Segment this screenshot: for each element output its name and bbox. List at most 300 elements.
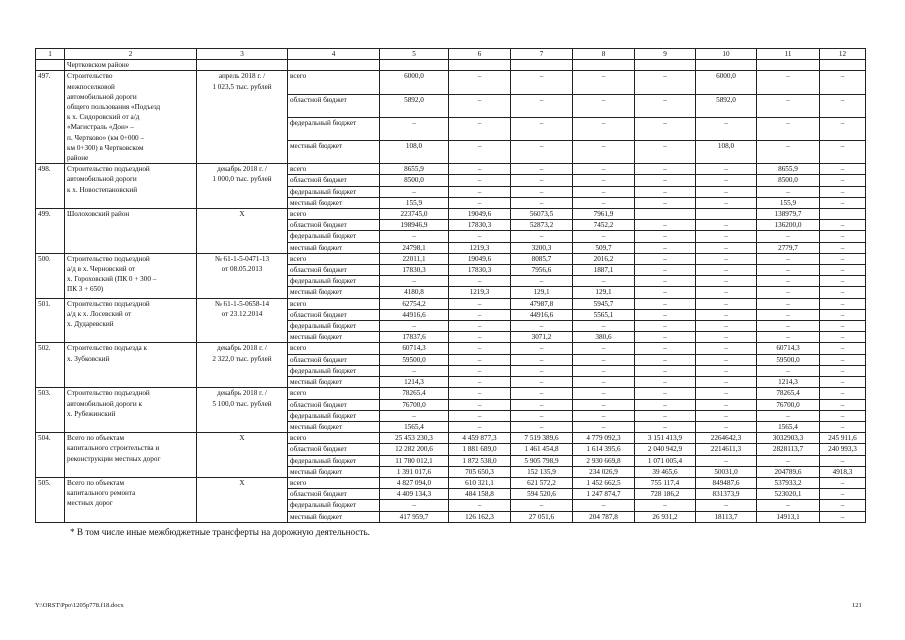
amount-cell: – bbox=[820, 197, 866, 208]
amount-cell: – bbox=[449, 354, 511, 365]
amount-cell: 1 391 017,6 bbox=[380, 466, 449, 477]
amount-cell: 50031,0 bbox=[696, 466, 757, 477]
amount-cell: – bbox=[757, 309, 820, 320]
project-info-line: 1 000,0 тыс. рублей bbox=[212, 175, 272, 184]
entry-number: 498. bbox=[36, 164, 65, 209]
amount-cell: – bbox=[511, 117, 573, 140]
amount-cell: 17830,3 bbox=[380, 265, 449, 276]
amount-cell: 1219,3 bbox=[449, 242, 511, 253]
amount-cell: – bbox=[757, 94, 820, 117]
amount-cell: – bbox=[820, 332, 866, 343]
amount-cell: 7452,2 bbox=[573, 220, 635, 231]
object-name-line: а/д к х. Лосевский от bbox=[67, 309, 132, 318]
amount-cell: 26 931,2 bbox=[635, 511, 696, 522]
amount-cell: – bbox=[696, 287, 757, 298]
amount-cell: – bbox=[696, 197, 757, 208]
amount-cell: 1 461 454,8 bbox=[511, 444, 573, 455]
project-info bbox=[197, 433, 288, 478]
amount-cell: 7961,9 bbox=[573, 209, 635, 220]
project-info-line: 1 023,5 тыс. рублей bbox=[212, 82, 272, 91]
object-name-line: общего пользования «Подъезд bbox=[67, 103, 161, 112]
amount-cell: – bbox=[757, 332, 820, 343]
amount-cell: 1 071 005,4 bbox=[635, 455, 696, 466]
amount-cell: – bbox=[757, 365, 820, 376]
amount-cell: – bbox=[449, 94, 511, 117]
object-name-line: автомобильной дороги bbox=[67, 92, 137, 101]
amount-cell: – bbox=[573, 276, 635, 287]
amount-cell: 417 959,7 bbox=[380, 511, 449, 522]
funding-source: областной бюджет bbox=[288, 309, 380, 320]
amount-cell: – bbox=[449, 186, 511, 197]
amount-cell: – bbox=[820, 276, 866, 287]
amount-cell: 4 827 094,0 bbox=[380, 477, 449, 488]
funding-source: областной бюджет bbox=[288, 489, 380, 500]
amount-cell: 52873,2 bbox=[511, 220, 573, 231]
amount-cell: 234 026,9 bbox=[573, 466, 635, 477]
object-name bbox=[65, 253, 197, 298]
amount-cell: 8085,7 bbox=[511, 253, 573, 264]
project-info-line: X bbox=[239, 434, 245, 443]
amount-cell: – bbox=[449, 332, 511, 343]
amount-cell: 8500,0 bbox=[380, 175, 449, 186]
amount-cell: – bbox=[635, 253, 696, 264]
amount-cell: 18113,7 bbox=[696, 511, 757, 522]
amount-cell: – bbox=[820, 265, 866, 276]
amount-cell: – bbox=[449, 117, 511, 140]
object-name bbox=[65, 209, 197, 254]
amount-cell: – bbox=[696, 410, 757, 421]
amount-cell: – bbox=[635, 94, 696, 117]
amount-cell: – bbox=[573, 231, 635, 242]
amount-cell: – bbox=[820, 343, 866, 354]
amount-cell: – bbox=[696, 455, 757, 466]
object-name-line: п. Чертково» (км 0+000 – bbox=[67, 133, 145, 142]
project-info bbox=[197, 477, 288, 522]
amount-cell: – bbox=[635, 197, 696, 208]
amount-cell: – bbox=[757, 410, 820, 421]
amount-cell: 5892,0 bbox=[380, 94, 449, 117]
amount-cell: – bbox=[449, 141, 511, 164]
entry-number: 500. bbox=[36, 253, 65, 298]
amount-cell: 6000,0 bbox=[380, 71, 449, 94]
column-number: 11 bbox=[757, 49, 820, 60]
entry-number: 504. bbox=[36, 433, 65, 478]
amount-cell: 17837,6 bbox=[380, 332, 449, 343]
funding-source: областной бюджет bbox=[288, 265, 380, 276]
amount-cell: – bbox=[449, 399, 511, 410]
funding-source: местный бюджет bbox=[288, 287, 380, 298]
amount-cell: – bbox=[511, 164, 573, 175]
object-name-line: «Магистраль «Дон» – bbox=[67, 123, 134, 132]
amount-cell: 610 321,1 bbox=[449, 477, 511, 488]
object-name-line: местных дорог bbox=[67, 499, 113, 508]
funding-source: федеральный бюджет bbox=[288, 231, 380, 242]
column-number: 1 bbox=[36, 49, 65, 60]
amount-cell: – bbox=[820, 399, 866, 410]
amount-cell: 6000,0 bbox=[696, 71, 757, 94]
amount-cell: – bbox=[573, 71, 635, 94]
amount-cell: 3200,3 bbox=[511, 242, 573, 253]
amount-cell: – bbox=[696, 276, 757, 287]
amount-cell: 155,9 bbox=[380, 197, 449, 208]
column-number: 6 bbox=[449, 49, 511, 60]
amount-cell: – bbox=[820, 220, 866, 231]
amount-cell: 78265,4 bbox=[380, 388, 449, 399]
amount-cell: 594 520,6 bbox=[511, 489, 573, 500]
amount-cell: – bbox=[820, 410, 866, 421]
amount-cell: 509,7 bbox=[573, 242, 635, 253]
budget-table bbox=[35, 48, 866, 523]
amount-cell: – bbox=[635, 186, 696, 197]
amount-cell: – bbox=[573, 354, 635, 365]
amount-cell: – bbox=[511, 399, 573, 410]
amount-cell: 126 162,3 bbox=[449, 511, 511, 522]
amount-cell: 129,1 bbox=[573, 287, 635, 298]
amount-cell: – bbox=[696, 343, 757, 354]
table-row bbox=[36, 71, 866, 94]
funding-source: областной бюджет bbox=[288, 354, 380, 365]
project-info-line: X bbox=[239, 210, 245, 219]
object-name-line: Строительство подъездной bbox=[67, 299, 150, 308]
amount-cell: – bbox=[380, 276, 449, 287]
table-row bbox=[36, 433, 866, 444]
funding-source: всего bbox=[288, 477, 380, 488]
amount-cell: – bbox=[511, 343, 573, 354]
amount-cell: – bbox=[380, 117, 449, 140]
amount-cell: 129,1 bbox=[511, 287, 573, 298]
amount-cell: 12 282 200,6 bbox=[380, 444, 449, 455]
funding-source: федеральный бюджет bbox=[288, 410, 380, 421]
amount-cell: – bbox=[820, 377, 866, 388]
header-row bbox=[36, 49, 866, 60]
funding-source: местный бюджет bbox=[288, 421, 380, 432]
amount-cell: 155,9 bbox=[757, 197, 820, 208]
amount-cell: 4918,3 bbox=[820, 466, 866, 477]
amount-cell: 1565,4 bbox=[380, 421, 449, 432]
funding-source: федеральный бюджет bbox=[288, 186, 380, 197]
amount-cell: – bbox=[511, 365, 573, 376]
project-info-line: X bbox=[239, 478, 245, 487]
funding-source: всего bbox=[288, 71, 380, 94]
amount-cell: 380,6 bbox=[573, 332, 635, 343]
amount-cell: – bbox=[573, 377, 635, 388]
amount-cell: 240 993,3 bbox=[820, 444, 866, 455]
amount-cell: 705 650,3 bbox=[449, 466, 511, 477]
amount-cell: 56073,5 bbox=[511, 209, 573, 220]
amount-cell: 621 572,2 bbox=[511, 477, 573, 488]
amount-cell: 8655,9 bbox=[757, 164, 820, 175]
project-info bbox=[197, 298, 288, 343]
amount-cell: – bbox=[635, 321, 696, 332]
amount-cell: 4 779 092,3 bbox=[573, 433, 635, 444]
amount-cell: – bbox=[380, 321, 449, 332]
funding-source: всего bbox=[288, 433, 380, 444]
funding-source: всего bbox=[288, 298, 380, 309]
amount-cell: – bbox=[449, 71, 511, 94]
amount-cell: – bbox=[449, 410, 511, 421]
amount-cell: – bbox=[573, 94, 635, 117]
table-row bbox=[36, 253, 866, 264]
object-name-line: Строительство подъездной bbox=[67, 254, 150, 263]
amount-cell: – bbox=[449, 175, 511, 186]
amount-cell: – bbox=[696, 175, 757, 186]
column-number: 9 bbox=[635, 49, 696, 60]
amount-cell: – bbox=[635, 242, 696, 253]
object-name bbox=[65, 388, 197, 433]
entry-number: 502. bbox=[36, 343, 65, 388]
amount-cell: – bbox=[635, 220, 696, 231]
amount-cell: – bbox=[511, 500, 573, 511]
amount-cell: 8655,9 bbox=[380, 164, 449, 175]
funding-source: местный бюджет bbox=[288, 511, 380, 522]
object-name bbox=[65, 164, 197, 209]
amount-cell: 5 905 798,9 bbox=[511, 455, 573, 466]
table-row bbox=[36, 298, 866, 309]
funding-source: всего bbox=[288, 164, 380, 175]
amount-cell: 1214,3 bbox=[380, 377, 449, 388]
amount-cell: – bbox=[696, 186, 757, 197]
amount-cell: – bbox=[696, 388, 757, 399]
project-info bbox=[197, 253, 288, 298]
amount-cell: 2214611,3 bbox=[696, 444, 757, 455]
column-number: 8 bbox=[573, 49, 635, 60]
amount-cell: 2 930 669,8 bbox=[573, 455, 635, 466]
amount-cell: 108,0 bbox=[696, 141, 757, 164]
project-info bbox=[197, 388, 288, 433]
amount-cell: – bbox=[820, 164, 866, 175]
amount-cell: 76700,0 bbox=[757, 399, 820, 410]
amount-cell: 5945,7 bbox=[573, 298, 635, 309]
amount-cell: – bbox=[573, 500, 635, 511]
column-number: 12 bbox=[820, 49, 866, 60]
amount-cell: – bbox=[511, 421, 573, 432]
amount-cell: 3 151 413,9 bbox=[635, 433, 696, 444]
amount-cell: – bbox=[696, 321, 757, 332]
funding-source: федеральный бюджет bbox=[288, 455, 380, 466]
amount-cell: – bbox=[511, 276, 573, 287]
amount-cell: – bbox=[449, 309, 511, 320]
amount-cell: 59500,0 bbox=[380, 354, 449, 365]
object-name-line: Строительство bbox=[67, 72, 113, 81]
object-name-line: Всего по объектам bbox=[67, 434, 125, 443]
amount-cell: 152 135,9 bbox=[511, 466, 573, 477]
amount-cell: – bbox=[573, 321, 635, 332]
amount-cell: – bbox=[696, 332, 757, 343]
amount-cell: – bbox=[380, 231, 449, 242]
page-number: 121 bbox=[852, 602, 862, 609]
amount-cell bbox=[696, 209, 757, 220]
object-name-line: к х. Новостепановский bbox=[67, 185, 138, 194]
amount-cell: 24798,1 bbox=[380, 242, 449, 253]
amount-cell: 1 614 395,6 bbox=[573, 444, 635, 455]
amount-cell: 1219,3 bbox=[449, 287, 511, 298]
region-name: Чертковском районе bbox=[65, 60, 197, 71]
amount-cell: – bbox=[573, 197, 635, 208]
funding-source: федеральный бюджет bbox=[288, 276, 380, 287]
amount-cell: – bbox=[820, 242, 866, 253]
amount-cell: – bbox=[573, 388, 635, 399]
amount-cell: 1887,1 bbox=[573, 265, 635, 276]
amount-cell: – bbox=[820, 489, 866, 500]
amount-cell: – bbox=[511, 388, 573, 399]
footnote: * В том числе иные межбюджетные трансферты на дорожную деятельность. bbox=[70, 527, 370, 537]
amount-cell: – bbox=[757, 253, 820, 264]
amount-cell: – bbox=[635, 421, 696, 432]
amount-cell: – bbox=[635, 141, 696, 164]
amount-cell: – bbox=[635, 410, 696, 421]
project-info-line: от 23.12.2014 bbox=[221, 309, 263, 318]
funding-source: местный бюджет bbox=[288, 332, 380, 343]
amount-cell: – bbox=[449, 231, 511, 242]
object-name-line: реконструкции местных дорог bbox=[67, 454, 161, 463]
amount-cell: – bbox=[696, 242, 757, 253]
object-name-line: х. Зубковский bbox=[67, 354, 110, 363]
amount-cell: 44916,6 bbox=[380, 309, 449, 320]
amount-cell: 22011,1 bbox=[380, 253, 449, 264]
amount-cell: – bbox=[573, 343, 635, 354]
amount-cell bbox=[820, 209, 866, 220]
amount-cell: 62754,2 bbox=[380, 298, 449, 309]
column-number: 7 bbox=[511, 49, 573, 60]
amount-cell: – bbox=[449, 276, 511, 287]
amount-cell: 3032903,3 bbox=[757, 433, 820, 444]
funding-source: местный бюджет bbox=[288, 466, 380, 477]
amount-cell: 60714,3 bbox=[757, 343, 820, 354]
amount-cell: – bbox=[757, 141, 820, 164]
entry-number: 503. bbox=[36, 388, 65, 433]
amount-cell: – bbox=[511, 175, 573, 186]
funding-source: федеральный бюджет bbox=[288, 365, 380, 376]
amount-cell: – bbox=[757, 298, 820, 309]
amount-cell: 755 117,4 bbox=[635, 477, 696, 488]
column-number: 10 bbox=[696, 49, 757, 60]
amount-cell: – bbox=[757, 500, 820, 511]
funding-source: областной бюджет bbox=[288, 399, 380, 410]
amount-cell: – bbox=[757, 231, 820, 242]
object-name-line: Строительство подъездной bbox=[67, 389, 150, 398]
amount-cell: 19049,6 bbox=[449, 209, 511, 220]
entry-number: 497. bbox=[36, 71, 65, 164]
amount-cell: – bbox=[820, 500, 866, 511]
object-name-line: капитального строительства и bbox=[67, 444, 160, 453]
amount-cell: – bbox=[635, 500, 696, 511]
amount-cell: – bbox=[511, 141, 573, 164]
funding-source: местный бюджет bbox=[288, 242, 380, 253]
funding-source: местный бюджет bbox=[288, 197, 380, 208]
entry-number: 505. bbox=[36, 477, 65, 522]
amount-cell: 2779,7 bbox=[757, 242, 820, 253]
amount-cell: 1565,4 bbox=[757, 421, 820, 432]
amount-cell: – bbox=[820, 231, 866, 242]
amount-cell: 78265,4 bbox=[757, 388, 820, 399]
region-continuation-row bbox=[36, 60, 866, 71]
amount-cell: – bbox=[573, 164, 635, 175]
amount-cell: 728 186,2 bbox=[635, 489, 696, 500]
amount-cell: – bbox=[449, 500, 511, 511]
amount-cell: – bbox=[635, 343, 696, 354]
amount-cell: – bbox=[449, 298, 511, 309]
project-info bbox=[197, 164, 288, 209]
amount-cell: 204789,6 bbox=[757, 466, 820, 477]
amount-cell: 17830,3 bbox=[449, 220, 511, 231]
amount-cell: – bbox=[820, 94, 866, 117]
amount-cell: 849487,6 bbox=[696, 477, 757, 488]
funding-source: федеральный бюджет bbox=[288, 117, 380, 140]
project-info-line: 2 322,0 тыс. рублей bbox=[212, 354, 272, 363]
amount-cell: 14913,1 bbox=[757, 511, 820, 522]
amount-cell: – bbox=[820, 511, 866, 522]
amount-cell: – bbox=[573, 141, 635, 164]
amount-cell: – bbox=[511, 71, 573, 94]
funding-source: федеральный бюджет bbox=[288, 321, 380, 332]
project-info-line: декабрь 2018 г. / bbox=[217, 165, 267, 174]
amount-cell: – bbox=[511, 186, 573, 197]
object-name-line: х. Дударевский bbox=[67, 320, 114, 329]
amount-cell: – bbox=[820, 287, 866, 298]
object-name-line: к х. Сидоровский от а/д bbox=[67, 113, 140, 122]
object-name-line: Шолоховский район bbox=[67, 210, 130, 219]
amount-cell: – bbox=[635, 298, 696, 309]
amount-cell: – bbox=[511, 354, 573, 365]
amount-cell: 19049,6 bbox=[449, 253, 511, 264]
table-row bbox=[36, 209, 866, 220]
amount-cell: 204 787,8 bbox=[573, 511, 635, 522]
amount-cell: – bbox=[757, 276, 820, 287]
amount-cell: 4 409 134,3 bbox=[380, 489, 449, 500]
funding-source: областной бюджет bbox=[288, 94, 380, 117]
amount-cell: – bbox=[696, 421, 757, 432]
amount-cell: – bbox=[380, 186, 449, 197]
amount-cell: 198946,9 bbox=[380, 220, 449, 231]
object-name-line: а/д в х. Черновский от bbox=[67, 265, 136, 274]
amount-cell: – bbox=[696, 253, 757, 264]
funding-source: местный бюджет bbox=[288, 141, 380, 164]
project-info-line: апрель 2018 г. / bbox=[218, 72, 266, 81]
amount-cell: 1 881 689,0 bbox=[449, 444, 511, 455]
object-name-line: х. Рубежинский bbox=[67, 409, 116, 418]
object-name-line: км 0+300) в Чертковском bbox=[67, 143, 144, 152]
amount-cell: – bbox=[380, 365, 449, 376]
amount-cell: – bbox=[820, 354, 866, 365]
footer-file-path: Y:\ORST\Ppo\1205p778.f18.docx bbox=[35, 602, 124, 609]
amount-cell: – bbox=[635, 164, 696, 175]
amount-cell: 7956,6 bbox=[511, 265, 573, 276]
amount-cell: – bbox=[696, 265, 757, 276]
amount-cell: – bbox=[820, 365, 866, 376]
amount-cell: 108,0 bbox=[380, 141, 449, 164]
amount-cell: – bbox=[635, 377, 696, 388]
amount-cell: – bbox=[757, 117, 820, 140]
amount-cell: – bbox=[573, 421, 635, 432]
amount-cell: – bbox=[511, 377, 573, 388]
amount-cell: – bbox=[449, 377, 511, 388]
amount-cell: 831373,9 bbox=[696, 489, 757, 500]
amount-cell: – bbox=[820, 186, 866, 197]
amount-cell: – bbox=[380, 410, 449, 421]
amount-cell: 2828113,7 bbox=[757, 444, 820, 455]
amount-cell: 136200,0 bbox=[757, 220, 820, 231]
object-name-line: Всего по объектам bbox=[67, 478, 125, 487]
amount-cell: 4 459 877,3 bbox=[449, 433, 511, 444]
amount-cell: – bbox=[635, 231, 696, 242]
table-row bbox=[36, 477, 866, 488]
funding-source: областной бюджет bbox=[288, 444, 380, 455]
object-name-line: капитального ремонта bbox=[67, 489, 136, 498]
funding-source: федеральный бюджет bbox=[288, 500, 380, 511]
amount-cell: – bbox=[573, 186, 635, 197]
amount-cell: 2 040 942,9 bbox=[635, 444, 696, 455]
amount-cell: – bbox=[511, 197, 573, 208]
